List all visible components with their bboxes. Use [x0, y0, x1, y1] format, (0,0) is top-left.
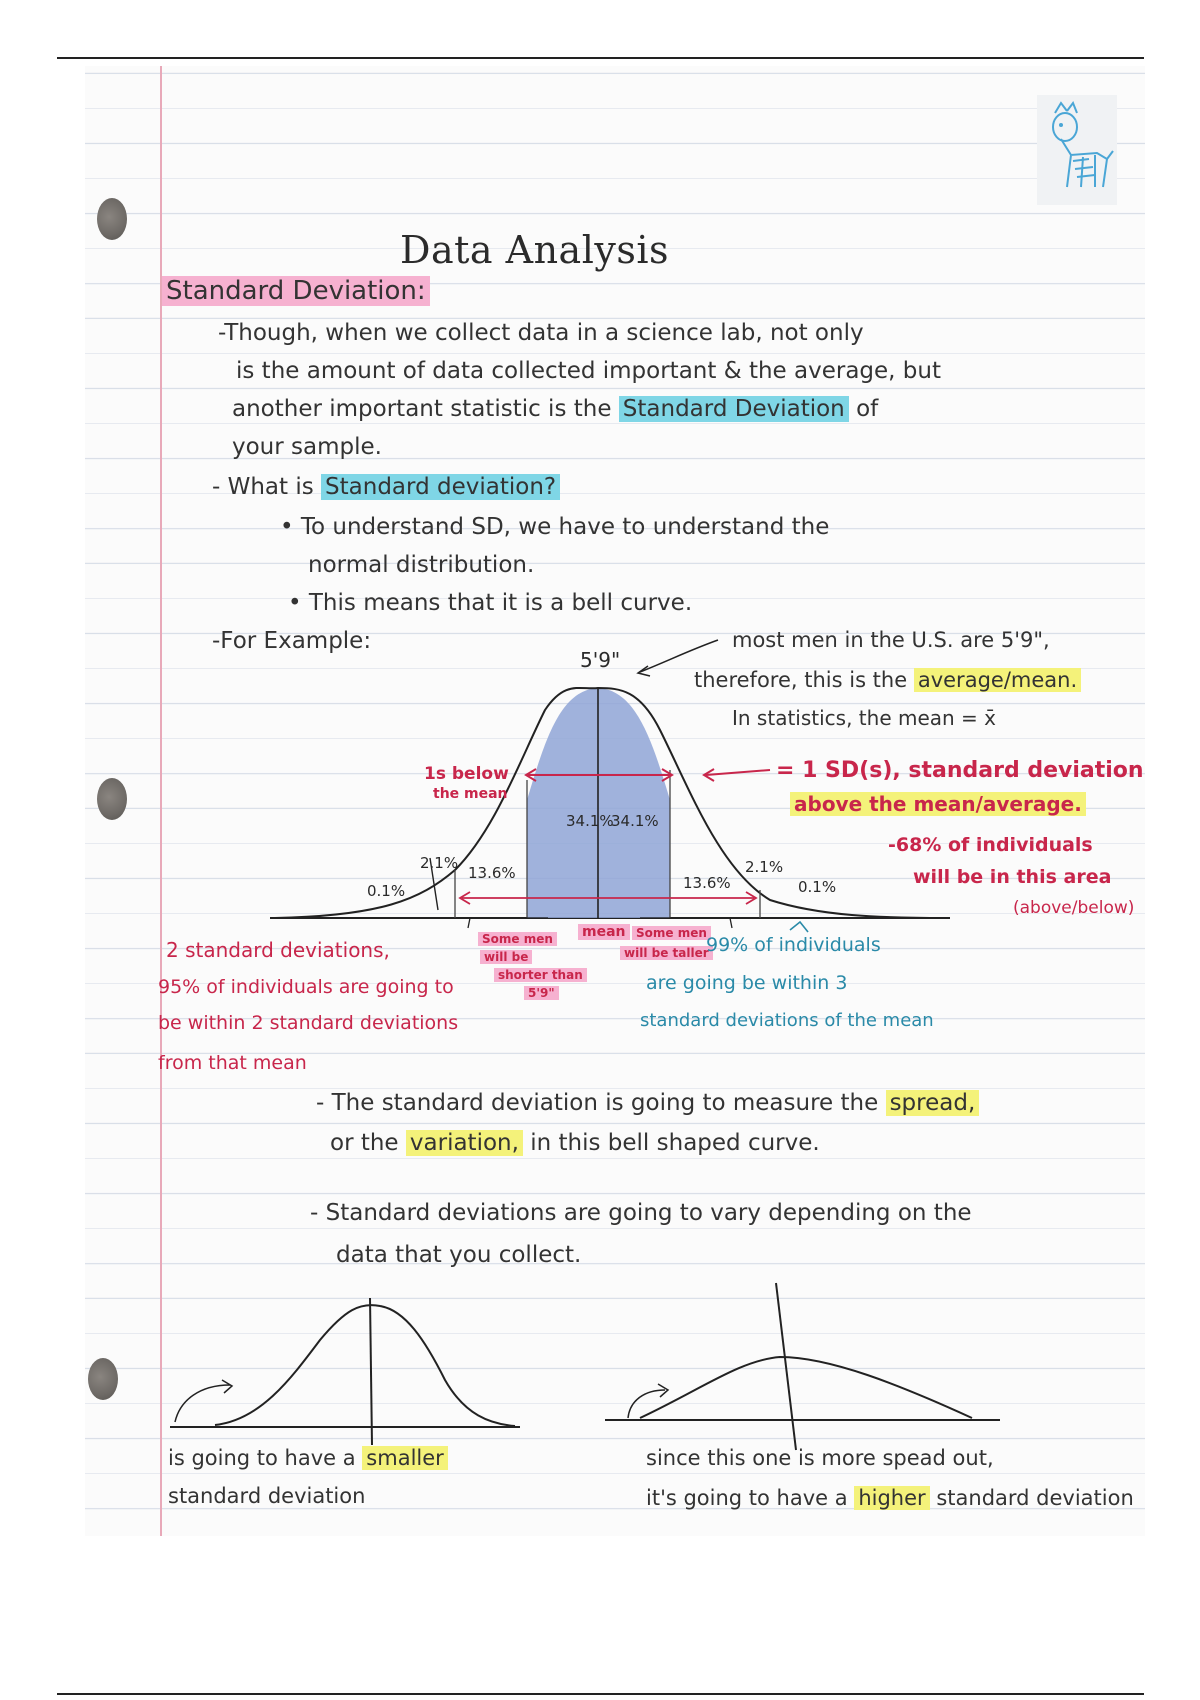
bell-note-line-2-pre: therefore, this is the — [694, 668, 908, 692]
spread-line-2-pre: or the — [330, 1130, 399, 1156]
left-curve-caption-1 — [168, 1446, 448, 1470]
taller-line-1 — [632, 926, 711, 940]
pct95-line-3: from that mean — [158, 1052, 307, 1074]
pct-left-tail: 0.1% — [367, 882, 406, 900]
paragraph-line-1: -Though, when we collect data in a science lab, not only — [218, 320, 864, 346]
spread-line-1-pre: - The standard deviation is going to measure the — [316, 1090, 879, 1116]
paragraph-line-4: your sample. — [232, 434, 382, 460]
two-sd-label: 2 standard deviations, — [166, 938, 390, 962]
small-sd-pointer — [175, 1385, 230, 1422]
small-sd-mean-line — [370, 1298, 372, 1445]
mean-label — [578, 924, 630, 940]
paragraph-line-3-mid: statistic is the — [450, 396, 612, 422]
pct68-line-2: will be in this area — [913, 866, 1112, 888]
bell-note-line-1: most men in the U.S. are 5'9", — [732, 628, 1050, 652]
higher-highlight: higher — [854, 1486, 929, 1510]
bell-note-line-2 — [694, 668, 1081, 692]
spread-line-1 — [316, 1090, 979, 1116]
left-curve-caption-pre: is going to have a — [168, 1446, 356, 1470]
pct68-line-1: -68% of individuals — [888, 834, 1093, 856]
spread-highlight: spread, — [886, 1090, 980, 1116]
smaller-highlight: smaller — [362, 1446, 448, 1470]
example-label: -For Example: — [212, 628, 372, 654]
shorter-line-4-text: 5'9" — [524, 986, 559, 1000]
question-highlight: Standard deviation? — [321, 474, 560, 500]
page-title: Data Analysis — [400, 228, 669, 272]
right-curve-caption-post: standard deviation — [936, 1486, 1134, 1510]
section-heading-text: Standard Deviation: — [162, 276, 430, 306]
pct-right-34: 34.1% — [611, 812, 659, 830]
standard-deviation-highlight: Standard Deviation — [619, 396, 849, 422]
shorter-line-4 — [524, 986, 559, 1000]
bullet-1: • To understand SD, we have to understand the — [280, 514, 830, 540]
large-sd-curve — [640, 1357, 972, 1418]
above-mean-highlight: above the mean/average. — [790, 792, 1086, 816]
taller-line-2-text: will be taller — [620, 946, 713, 960]
question-prefix: - What is — [212, 474, 314, 500]
bullet-1-continued: normal distribution. — [308, 552, 535, 578]
pct-left-34: 34.1% — [566, 812, 614, 830]
taller-line-1-text: Some men — [632, 926, 711, 940]
pct-right-2: 2.1% — [745, 858, 784, 876]
bell-note-line-3: In statistics, the mean = x̄ — [732, 706, 997, 730]
paragraph-line-2: is the amount of data collected important & the average, but — [236, 358, 941, 384]
three-sd-arrow — [790, 922, 808, 932]
pct68-line-3: (above/below) — [1013, 898, 1135, 918]
right-curve-caption-2 — [646, 1486, 1134, 1510]
right-curve-caption-pre: it's going to have a — [646, 1486, 848, 1510]
one-sd-note: = 1 SD(s), standard deviation — [776, 758, 1144, 783]
shorter-line-2-text: will be — [480, 950, 532, 964]
mean-label-text: mean — [578, 924, 630, 940]
average-mean-highlight: average/mean. — [914, 668, 1081, 692]
taller-line-2 — [620, 946, 713, 960]
pct-left-2: 2.1% — [420, 854, 459, 872]
pct-right-13: 13.6% — [683, 874, 731, 892]
vary-line-2: data that you collect. — [336, 1242, 582, 1268]
spread-line-2 — [330, 1130, 820, 1156]
large-sd-mean-line — [776, 1283, 796, 1450]
pct95-line-2: be within 2 standard deviations — [158, 1012, 459, 1034]
shorter-line-3 — [494, 968, 587, 982]
small-sd-pointer-head — [222, 1380, 232, 1393]
vary-line-1: - Standard deviations are going to vary depending on the — [310, 1200, 972, 1226]
peak-label: 5'9" — [580, 648, 621, 672]
pct99-line-2: are going be within 3 — [646, 972, 848, 994]
small-sd-curve — [215, 1305, 515, 1426]
paragraph-line-3-pre: another important — [232, 396, 443, 422]
pct99-line-1: 99% of individuals — [706, 934, 881, 956]
one-sd-below-line-1: 1s below — [424, 764, 509, 784]
bullet-2: • This means that it is a bell curve. — [288, 590, 693, 616]
left-curve-caption-2: standard deviation — [168, 1484, 366, 1508]
one-sd-note-line-2 — [790, 792, 1086, 816]
shorter-line-1 — [478, 932, 557, 946]
sd-note-arrow — [706, 770, 770, 775]
pct95-line-1: 95% of individuals are going to — [158, 976, 454, 998]
variation-highlight: variation, — [406, 1130, 523, 1156]
paragraph-line-3-post: of — [856, 396, 879, 422]
one-sd-below-line-2: the mean — [433, 786, 508, 802]
pct-right-tail: 0.1% — [798, 878, 837, 896]
shorter-line-2 — [480, 950, 532, 964]
shorter-line-3-text: shorter than — [494, 968, 587, 982]
spread-line-2-post: in this bell shaped curve. — [530, 1130, 820, 1156]
pct99-line-3: standard deviations of the mean — [640, 1010, 934, 1031]
pct-left-13: 13.6% — [468, 864, 516, 882]
right-curve-caption-1: since this one is more spead out, — [646, 1446, 994, 1470]
shorter-line-1-text: Some men — [478, 932, 557, 946]
